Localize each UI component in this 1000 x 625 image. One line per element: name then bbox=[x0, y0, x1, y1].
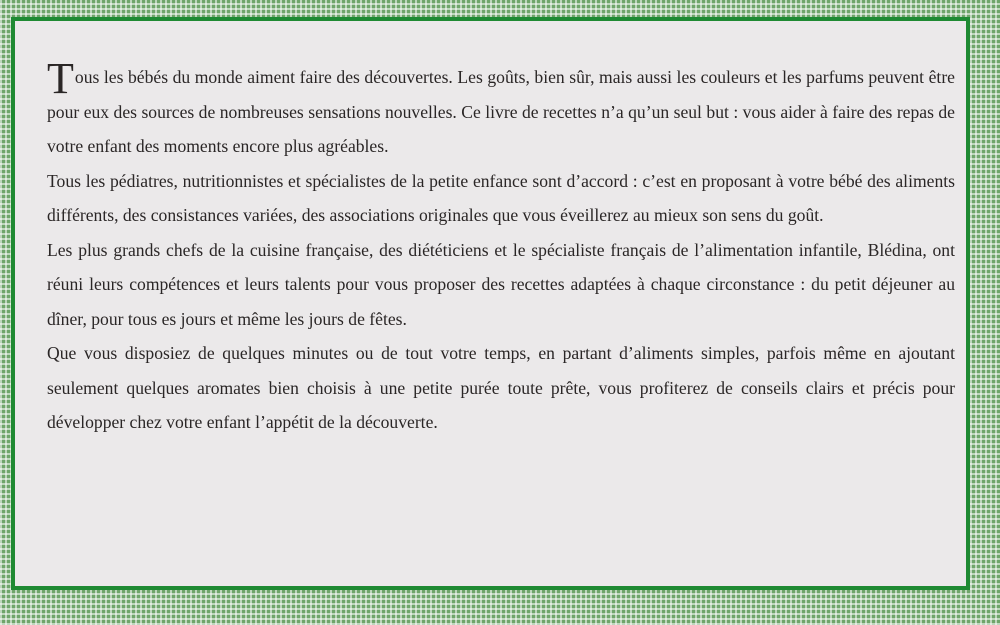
paragraph-1 bbox=[47, 54, 955, 164]
text-block bbox=[47, 54, 955, 440]
paragraph-1-text: ous les bébés du monde aiment faire des découvertes. Les goûts, bien sûr, mais aussi les couleurs et les parfums peuvent être pour eux des sources de nombreuses sensations nouvelles. Ce livre de recettes n’a qu’un seul but : vous aider à faire des repas de votre enfant des moments encore plus agréables. bbox=[47, 67, 955, 156]
paragraph-3: Les plus grands chefs de la cuisine française, des diététiciens et le spécialiste français de l’alimentation infantile, Blédina, ont réuni leurs compétences et leurs talents pour vous proposer des recettes adaptées à chaque circonstance : du petit déjeuner au dîner, pour tous es jours et même les jours de fêtes. bbox=[47, 239, 955, 329]
paragraph-2: Tous les pédiatres, nutritionnistes et spécialistes de la petite enfance sont d’accord : c’est en proposant à votre bébé des aliments différents, des consistances variées, des associations originales que vous éveillerez au mieux son sens du goût. bbox=[47, 170, 955, 225]
page-frame bbox=[11, 17, 970, 590]
paragraph-4: Que vous disposiez de quelques minutes ou de tout votre temps, en partant d’aliments simples, parfois même en ajoutant seulement quelques aromates bien choisis à une petite purée toute prête, vous profiterez de conseils clairs et précis pour développer chez votre enfant l’appétit de la découverte. bbox=[47, 343, 955, 432]
drop-cap: T bbox=[47, 54, 74, 103]
